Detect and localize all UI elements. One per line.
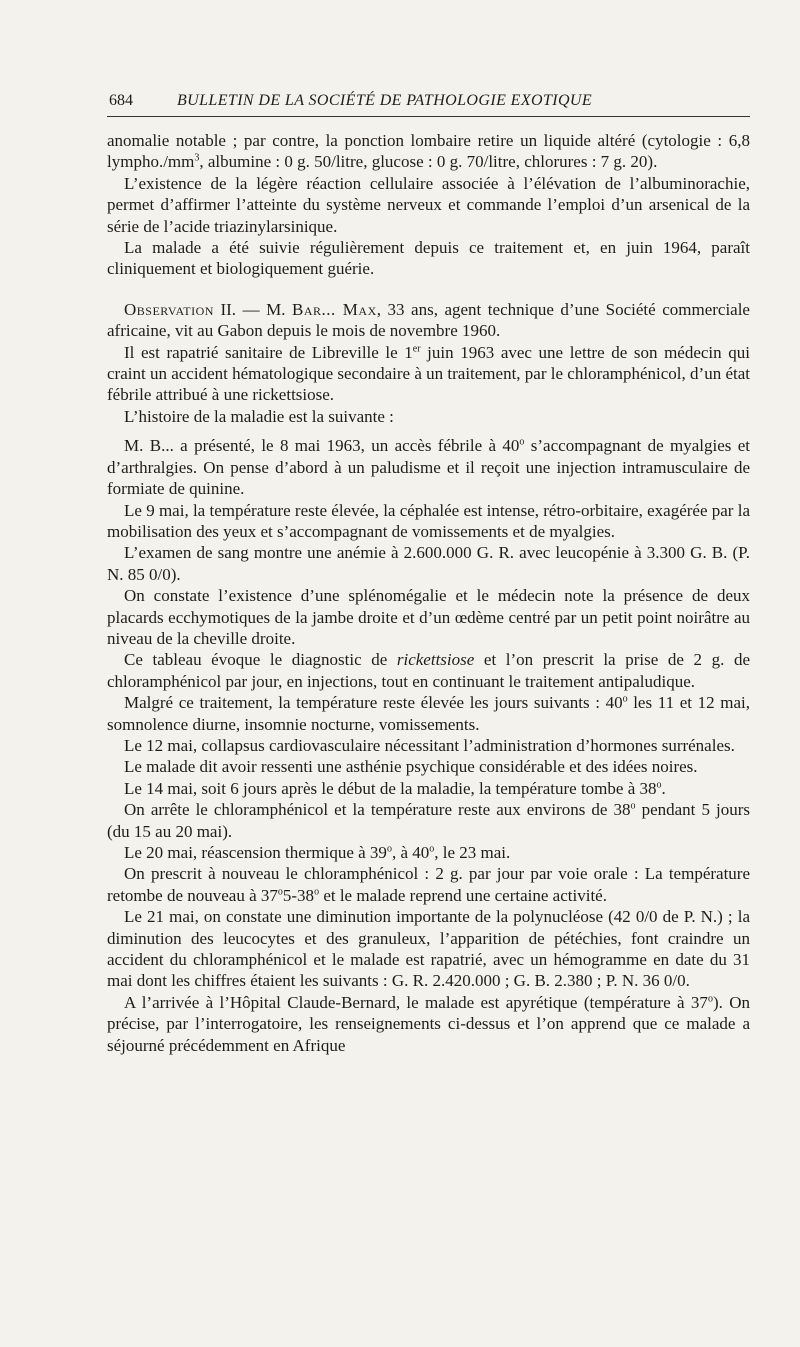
paragraph: Le malade dit avoir ressenti une asthénie psychique considérable et des idées noires. [124, 757, 698, 777]
observation-heading: Observation II. — M. Bar... Max, 33 ans, agent technique d’une Société commerciale africaine, vit au Gabon depuis le mois de novembre 1960. [107, 299, 750, 341]
paragraph: Malgré ce traitement, la température reste élevée les jours suivants : 40$^o$ les 11 et 12 mai, somnolence diurne, insomnie nocturne, vomissements. [107, 693, 751, 734]
paragraph: L’histoire de la maladie est la suivante : [124, 406, 394, 426]
page-number: 684 [109, 92, 133, 109]
paragraph: On prescrit à nouveau le chloramphénicol : 2 g. par jour par voie orale : La température retombe de nouveau à 37$^o$5-38$^o$ et le malade reprend une certaine activité. [107, 864, 750, 905]
paragraph: Le 12 mai, collapsus cardiovasculaire nécessitant l’administration d’hormones surrénales. [124, 735, 735, 755]
paragraph: Il est rapatrié sanitaire de Libreville le 1er juin 1963 avec une lettre de son médecin qui craint un accident hématologique secondaire à un traitement, par le chloramphénicol, d’un état fébrile attribué à une rickettsiose. [107, 342, 750, 405]
paragraph: Le 21 mai, on constate une diminution importante de la polynucléose (42 0/0 de P. N.) ; la diminution des leucocytes et des granuleux, l’apparition de pétéchies, font craindre un accident du chloramphénicol et le malade est rapatrié, avec un hémogramme en date du 31 mai dont les chiffres étaient les suivants : G. R. 2.420.000 ; G. B. 2.380 ; P. N. 36 0/0. [107, 907, 750, 991]
page-header [107, 90, 750, 117]
paragraph: M. B... a présenté, le 8 mai 1963, un accès fébrile à 40$^o$ s’accompagnant de myalgies et d’arthralgies. On pense d’abord à un paludisme et il reçoit une injection intramusculaire de formiate de quinine. [107, 436, 750, 499]
paragraph: Le 14 mai, soit 6 jours après le début de la maladie, la température tombe à 38$^o$. [124, 778, 666, 798]
paragraph: A l’arrivée à l’Hôpital Claude-Bernard, le malade est apyrétique (température à 37$^o$). On précise, par l’interrogatoire, les renseignements ci-dessus et l’on apprend que ce malade a séjourné précédemment en Afrique [107, 992, 750, 1055]
running-title: BULLETIN DE LA SOCIÉTÉ DE PATHOLOGIE EXOTIQUE [177, 92, 593, 109]
paragraph: Le 20 mai, réascension thermique à 39$^o$, à 40$^o$, le 23 mai. [124, 843, 511, 862]
paragraph: L’examen de sang montre une anémie à 2.600.000 G. R. avec leucopénie à 3.300 G. B. (P. N. 85 0/0). [107, 543, 750, 584]
paragraph: L’existence de la légère réaction cellulaire associée à l’élévation de l’albuminorachie, permet d’affirmer l’atteinte du système nerveux et commande l’emploi d’un arsenical de la série de l’acide triazinylarsinique. [107, 173, 750, 236]
paragraph: On constate l’existence d’une splénomégalie et le médecin note la présence de deux placards ecchymotiques de la jambe droite et d’un œdème centré par un petit point noirâtre au niveau de la cheville droite. [107, 586, 750, 648]
body-text [107, 130, 750, 1056]
paragraph: On arrête le chloramphénicol et la température reste aux environs de 38$^o$ pendant 5 jours (du 15 au 20 mai). [107, 800, 750, 841]
paragraph: anomalie notable ; par contre, la ponction lombaire retire un liquide altéré (cytologie : 6,8 $lympho./mm^3$, albumine : 0 g. 50/litre, glucose : 0 g. 70/litre, chlorures : 7 g. 20). [107, 131, 750, 172]
paragraph: Le 9 mai, la température reste élevée, la céphalée est intense, rétro-orbitaire, exagérée par la mobilisation des yeux et s’accompagnant de vomissements et de myalgies. [107, 500, 750, 541]
paragraph: Ce tableau évoque le diagnostic de rickettsiose et l’on prescrit la prise de 2 g. de chloramphénicol par jour, en injections, tout en continuant le traitement antipaludique. [107, 650, 750, 691]
paragraph: La malade a été suivie régulièrement depuis ce traitement et, en juin 1964, paraît cliniquement et biologiquement guérie. [107, 238, 750, 279]
